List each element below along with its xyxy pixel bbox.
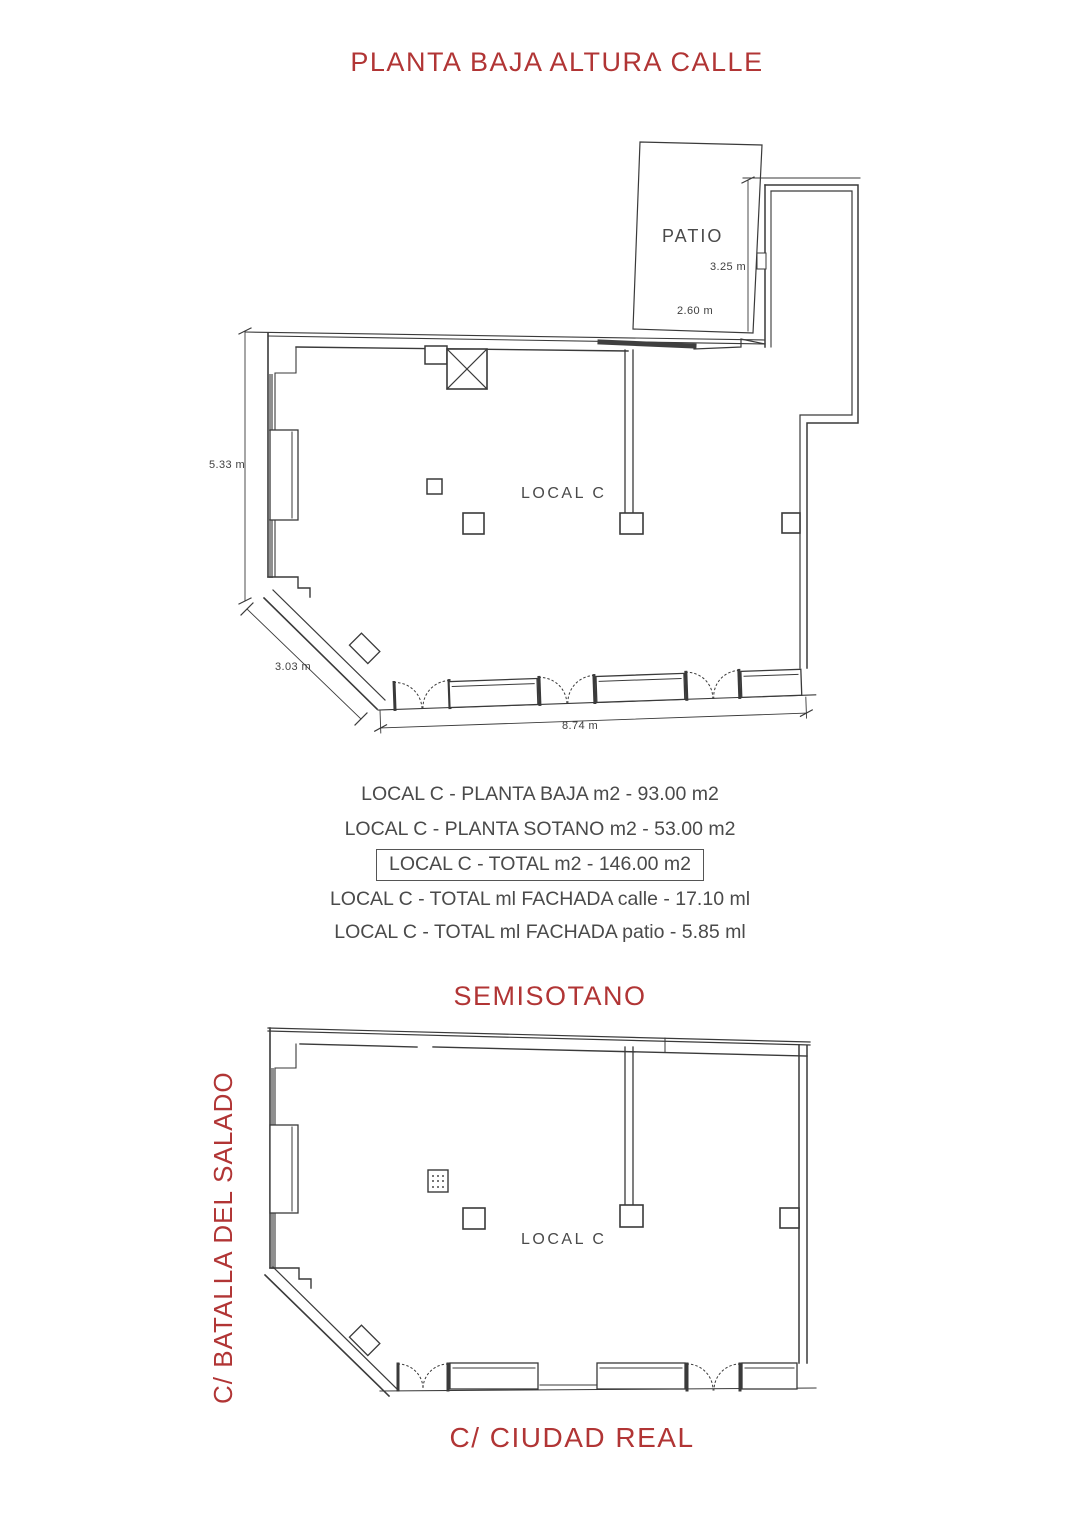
door-swing [686, 670, 740, 699]
upper-plan [239, 142, 860, 733]
lightwell-walls [757, 185, 858, 668]
storefront-window [450, 1363, 538, 1389]
lower-plan-title: SEMISOTANO [453, 981, 647, 1011]
storefront-window [742, 1363, 797, 1389]
dim-chamfer-facade: 3.03 m [275, 661, 312, 673]
chamfer-wall [265, 1267, 397, 1396]
left-wall [268, 333, 298, 577]
upper-room-label: LOCAL C [521, 485, 607, 502]
top-wall [268, 1028, 810, 1056]
right-wall [799, 1045, 807, 1363]
summary-line-total [3, 849, 1077, 881]
door-swing [394, 681, 450, 710]
dim-patio-depth: 3.25 m [710, 261, 747, 273]
street-label-batalla-del-salado: C/ BATALLA DEL SALADO [208, 1071, 238, 1404]
street-facade [380, 1363, 816, 1391]
lower-plan [265, 1028, 816, 1396]
summary-line-fachada-patio: LOCAL C - TOTAL ml FACHADA patio - 5.85 ml [334, 921, 746, 943]
dim-left-facade: 5.33 m [209, 459, 246, 471]
summary-line-planta-baja: LOCAL C - PLANTA BAJA m2 - 93.00 m2 [361, 783, 719, 805]
storefront-window [596, 673, 685, 702]
door-swing [687, 1364, 740, 1390]
total-box: LOCAL C - TOTAL m2 - 146.00 m2 [376, 849, 704, 881]
interior-columns [428, 1047, 799, 1229]
dim-street-facade: 8.74 m [562, 720, 599, 732]
street-label-ciudad-real: C/ CIUDAD REAL [449, 1422, 695, 1453]
dim-patio-width: 2.60 m [677, 305, 714, 317]
lower-room-label: LOCAL C [521, 1231, 607, 1248]
storefront-window [449, 679, 538, 708]
storefront-window [741, 669, 802, 697]
storefront-window [597, 1363, 685, 1389]
door-swing [398, 1364, 448, 1390]
upper-plan-title: PLANTA BAJA ALTURA CALLE [350, 47, 764, 77]
shaft-x-box [425, 346, 487, 389]
door-swing [539, 676, 595, 705]
top-wall [245, 332, 765, 351]
summary-line-fachada-calle: LOCAL C - TOTAL ml FACHADA calle - 17.10 ml [329, 888, 751, 910]
patio-label: PATIO [662, 226, 724, 246]
patio-dimension-line [742, 177, 754, 331]
left-wall [270, 1028, 298, 1268]
summary-line-planta-sotano: LOCAL C - PLANTA SOTANO m2 - 53.00 m2 [344, 818, 736, 840]
